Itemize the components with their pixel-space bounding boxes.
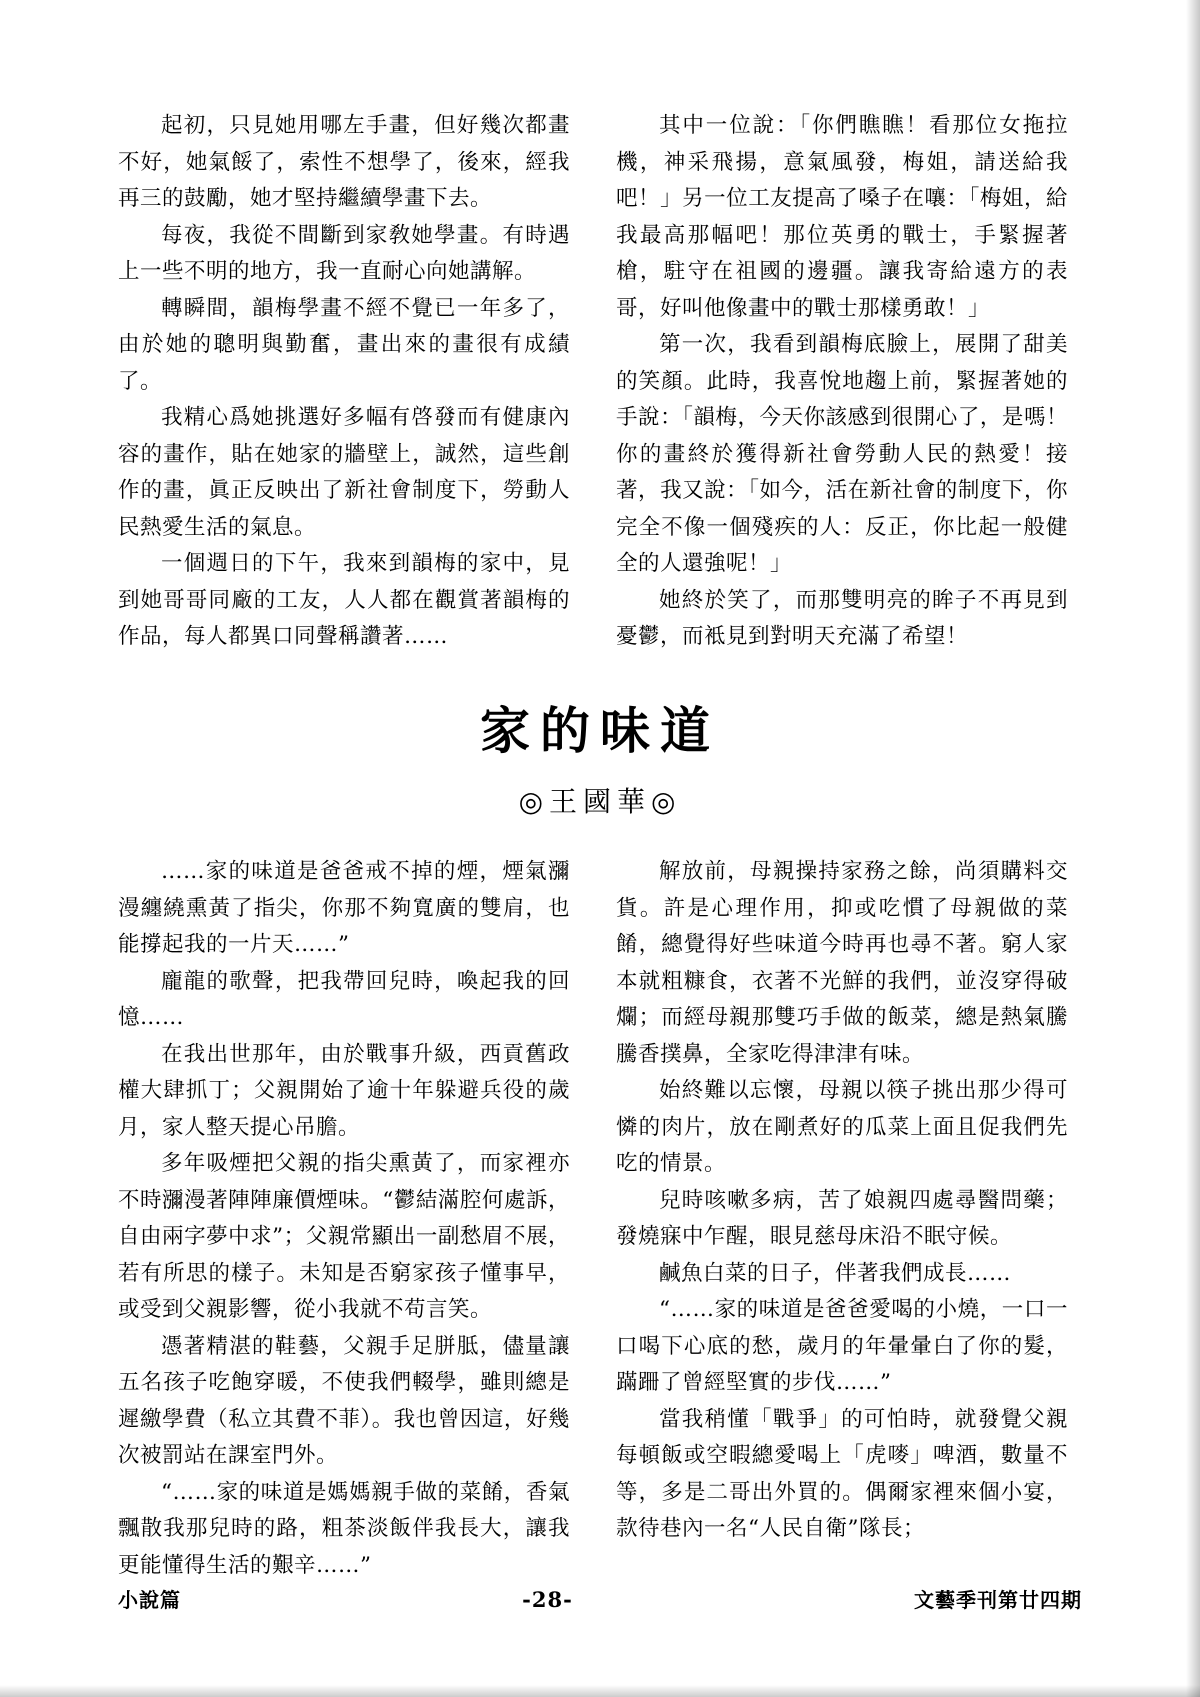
article-author: ◎王國華◎ bbox=[518, 785, 682, 818]
paragraph: 在我出世那年，由於戰事升級，西貢舊政權大肆抓丁；父親開始了逾十年躲避兵役的歲月，家人整天提心吊膽。 bbox=[118, 1041, 570, 1140]
footer-publication-label: 文藝季刊第廿四期 bbox=[914, 1588, 1082, 1612]
paragraph: 龐龍的歌聲，把我帶回兒時，喚起我的回憶…… bbox=[118, 968, 570, 1030]
paragraph: 其中一位說：「你們瞧瞧！看那位女拖拉機，神采飛揚，意氣風發，梅姐，請送給我吧！」另一位工友提高了嗓子在嚷：「梅姐，給我最高那幅吧！那位英勇的戰士，手緊握著槍，駐守在祖國的邊疆。讓我寄給遠方的表哥，好叫他像畫中的戰士那樣勇敢！」 bbox=[616, 113, 1068, 321]
new-article-left-column bbox=[118, 854, 570, 1584]
footer-section-label: 小說篇 bbox=[118, 1588, 181, 1612]
paragraph: 多年吸煙把父親的指尖熏黃了，而家裡亦不時瀰漫著陣陣廉價煙味。“鬱結滿腔何處訴，自由兩字夢中求”；父親常顯出一副愁眉不展，若有所思的樣子。未知是否窮家孩子懂事早，或受到父親影響，從小我就不苟言笑。 bbox=[118, 1151, 570, 1322]
new-article-columns bbox=[118, 854, 1082, 1584]
top-article-columns bbox=[118, 108, 1082, 656]
article-heading bbox=[118, 700, 1082, 821]
paragraph: 鹹魚白菜的日子，伴著我們成長…… bbox=[659, 1260, 1012, 1286]
paragraph: 當我稍懂「戰爭」的可怕時，就發覺父親每頓飯或空暇總愛喝上「虎嘜」啤酒，數量不等，多是二哥出外買的。偶爾家裡來個小宴，款待巷內一名“人民自衛”隊長； bbox=[616, 1406, 1068, 1541]
paragraph: 始終難以忘懷，母親以筷子挑出那少得可憐的肉片，放在剛煮好的瓜菜上面且促我們先吃的情景。 bbox=[616, 1078, 1068, 1176]
article-title: 家的味道 bbox=[480, 700, 720, 760]
paragraph: 我精心爲她挑選好多幅有啓發而有健康內容的畫作，貼在她家的牆壁上，誠然，這些創作的畫，眞正反映出了新社會制度下，勞動人民熱愛生活的氣息。 bbox=[118, 405, 570, 540]
paragraph: ……家的味道是爸爸戒不掉的煙，煙氣瀰漫纏繞熏黃了指尖，你那不夠寬廣的雙肩，也能撐起我的一片天……” bbox=[118, 859, 570, 957]
new-article-right-column bbox=[616, 854, 1068, 1548]
paragraph: 她終於笑了，而那雙明亮的眸子不再見到憂鬱，而袛見到對明天充滿了希望！ bbox=[616, 587, 1068, 649]
paragraph: “……家的味道是爸爸愛喝的小燒，一口一口喝下心底的愁，歲月的年暈暈白了你的髮，蹣跚了曾經堅實的步伐……” bbox=[616, 1297, 1068, 1395]
paragraph: 第一次，我看到韻梅底臉上，展開了甜美的笑顏。此時，我喜悅地趨上前，緊握著她的手說：「韻梅，今天你該感到很開心了，是嗎！你的畫終於獲得新社會勞動人民的熱愛！接著，我又說：「如今，活在新社會的制度下，你完全不像一個殘疾的人：反正，你比起一般健全的人還強呢！」 bbox=[616, 332, 1068, 576]
paragraph: 每夜，我從不間斷到家敎她學畫。有時遇上一些不明的地方，我一直耐心向她講解。 bbox=[118, 222, 570, 284]
top-article-left-column bbox=[118, 108, 570, 656]
paragraph: 兒時咳嗽多病，苦了娘親四處尋醫問藥；發燒寐中乍醒，眼見慈母床沿不眠守候。 bbox=[616, 1187, 1068, 1249]
paragraph: 起初，只見她用哪左手畫，但好幾次都畫不好，她氣餒了，索性不想學了，後來，經我再三的鼓勵，她才堅持繼續學畫下去。 bbox=[118, 113, 570, 211]
paragraph: 一個週日的下午，我來到韻梅的家中，見到她哥哥同廠的工友，人人都在觀賞著韻梅的作品，每人都異口同聲稱讚著…… bbox=[118, 551, 570, 649]
paragraph: 轉瞬間，韻梅學畫不經不覺已一年多了，由於她的聰明與勤奮，畫出來的畫很有成績了。 bbox=[118, 295, 570, 394]
paragraph: 憑著精湛的鞋藝，父親手足胼胝，儘量讓五名孩子吃飽穿暖，不使我們輟學，雖則總是遲繳學費（私立其費不菲）。我也曾因這，好幾次被罰站在課室門外。 bbox=[118, 1333, 570, 1468]
paragraph: “……家的味道是媽媽親手做的菜餚，香氣飄散我那兒時的路，粗茶淡飯伴我長大，讓我更能懂得生活的艱辛……” bbox=[118, 1479, 570, 1578]
top-article-right-column bbox=[616, 108, 1068, 656]
page-footer bbox=[118, 1584, 1082, 1613]
paragraph: 解放前，母親操持家務之餘，尚須購料交貨。許是心理作用，抑或吃慣了母親做的菜餚，總覺得好些味道今時再也尋不著。窮人家本就粗糠食，衣著不光鮮的我們，並沒穿得破爛；而經母親那雙巧手做的飯菜，總是熱氣騰騰香撲鼻，全家吃得津津有味。 bbox=[616, 859, 1068, 1067]
page-number: -28- bbox=[522, 1587, 573, 1612]
